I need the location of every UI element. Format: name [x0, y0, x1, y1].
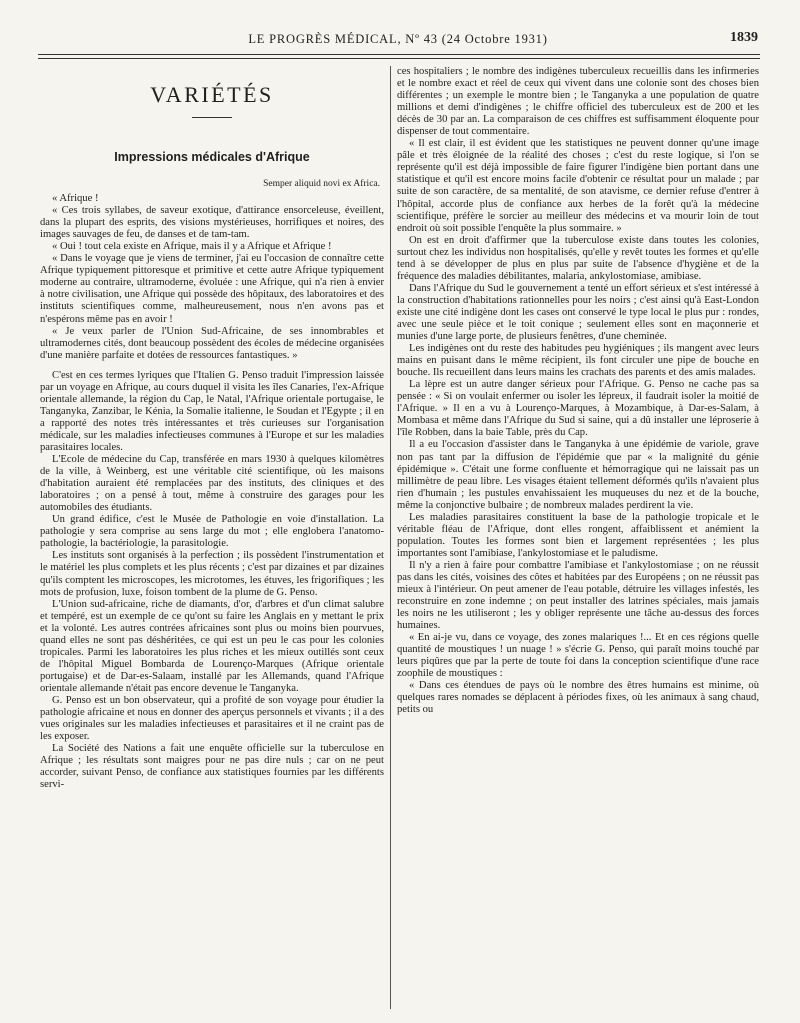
paragraph: « Afrique ! [52, 193, 99, 205]
column-divider [390, 66, 391, 1009]
header-rule-top [38, 54, 760, 55]
paragraph: Il n'y a rien à faire pour combattre l'amibiase et l'ankylostomiase ; on ne réussit pas dans les cités, voisines des côtes et habitées par des Européens ; on ne réussit pas mieux à l'intérieur. On peut amener de l'eau potable, détruire les villages infestés, les reconstruire en zone indemne ; on peut installer des latrines spéciales, mais jamais les noirs ne les utiliseront ; les y obliger représente une tâche au-dessus des forces humaines. [397, 559, 759, 632]
paragraph: On est en droit d'affirmer que la tuberculose existe dans toutes les colonies, surtout chez les individus non hospitalisés, qu'elle y revêt toutes les formes et qu'elle tend à se développer de plus en plus par suite de l'absence d'hygiène et de la fréquence des maladies débilitantes, malaria, ankylostomiase, amibiase. [397, 234, 759, 282]
paragraph: G. Penso est un bon observateur, qui a profité de son voyage pour étudier la pathologie africaine et nous en donner des aperçus personnels et vivants ; il a des vues originales sur les maladies infectieuses et parasitaires et il ne craint pas de les exposer. [40, 694, 384, 743]
running-title: LE PROGRÈS MÉDICAL, Nº 43 (24 Octobre 1931) [248, 32, 548, 46]
paragraph: Un grand édifice, c'est le Musée de Pathologie en voie d'installation. La pathologie y sera comprise au sens large du mot ; elle englobera l'anatomo-pathologie, la bactériologie, la parasitologie. [40, 514, 384, 550]
running-head [38, 32, 758, 52]
header-rule-bottom [38, 58, 760, 59]
left-column [40, 66, 384, 1015]
paragraph: Il a eu l'occasion d'assister dans le Tanganyka à une épidémie de variole, grave non pas tant par la diffusion de l'épidémie que par « la malignité du génie épidémique ». C'était une forme confluente et hémorragique qui ne laissait pas un millimètre de peau libre. Les visages étaient tellement déformés qu'ils n'avaient plus rien d'humain ; les pustules envahissaient les muqueuses du nez et de la bouche, même la conjonctive bulbaire ; de nombreux malades perdirent la vie. [397, 439, 759, 511]
paragraph: « Je veux parler de l'Union Sud-Africaine, de ses innombrables et ultramodernes cités, dont beaucoup possèdent des écoles de médecine organisées d'une manière parfaite et dotées de ressources fantastiques. » [40, 325, 384, 361]
paragraph: L'Ecole de médecine du Cap, transférée en mars 1930 à quelques kilomètres de la ville, à Weinberg, est une véritable cité scientifique, où les maisons d'habitation auraient été remplacées par des instituts, des cliniques et des laboratoires ; on a pensé à tout, même à construire des garages pour les automobiles des étudiants. [40, 454, 384, 514]
article-title: Impressions médicales d'Afrique [114, 150, 310, 164]
paragraph: « Dans le voyage que je viens de terminer, j'ai eu l'occasion de connaître cette Afrique typiquement pittoresque et primitive et cette autre Afrique typiquement moderne au contraire, ultramoderne, évoluée : une Afrique, qui n'a rien à envier à notre civilisation, une Afrique qui possède des hôpitaux, des laboratoires et des instituts scientifiques comme, malheureusement, nous n'en avons pas et n'espérons même pas en avoir ! [40, 253, 384, 325]
paragraph: Les indigènes ont du reste des habitudes peu hygiéniques ; ils mangent avec leurs mains en puisant dans le même récipient, ils font circuler une pipe de bouche en bouche. Ils recueillent dans leurs mains les crachats des parents et des amis malades. [397, 343, 759, 379]
section-title: VARIÉTÉS [150, 82, 274, 107]
paragraph: La Société des Nations a fait une enquête officielle sur la tuberculose en Afrique ; les résultats sont maigres pour ne pas dire nuls ; car on ne peut accorder, suivant Penso, de confiance aux statistiques fournies par les différents servi- [40, 743, 384, 791]
paragraph: « Dans ces étendues de pays où le nombre des êtres humains est minime, où quelques rares nomades se déplacent à périodes fixes, où les animaux à sang chaud, petits ou [397, 680, 759, 716]
paragraph: « Oui ! tout cela existe en Afrique, mais il y a Afrique et Afrique ! [52, 241, 332, 253]
paragraph: « Il est clair, il est évident que les statistiques ne peuvent donner qu'une image pâle et très éloignée de la réalité des choses ; c'est du reste logique, si l'on se représente qu'il est déjà impossible de faire figurer l'indigène bien portant dans une statistique et qu'il est encore moins facile d'obtenir ce résultat pour un malade ; par suite de son caractère, de sa mentalité, de son atavisme, ce dernier refuse d'entrer à l'hôpital, accorde plus de confiance aux herbes de la forêt qu'à la médecine scientifique, préfère le sorcier au meilleur des médecins et va mourir loin de tout endroit où soit possible l'enquête la plus sommaire. » [397, 138, 759, 234]
paragraph: La lèpre est un autre danger sérieux pour l'Afrique. G. Penso ne cache pas sa pensée : « Si on voulait enfermer ou isoler les lépreux, il faudrait isoler la moitié de l'Afrique. » Il en a vu à Lourenço-Marques, à Mozambique, à Dar-es-Salam, à Mombasa et même dans l'Afrique du Sud si saine, qui a dû installer une léproserie à l'île Robben, dans la baie Table, près du Cap. [397, 379, 759, 439]
paragraph: Dans l'Afrique du Sud le gouvernement a tenté un effort sérieux et s'est intéressé à la construction d'habitations rationnelles pour les noirs ; c'est ainsi qu'à East-London existe une cité indigène dont les cases ont conservé le type local le plus pur : rondes, avec une seule pièce et le toit conique ; seulement elles sont en maçonnerie et munies d'une large porte, de plusieurs fenêtres, d'une cheminée. [397, 282, 759, 343]
section-title-rule [192, 117, 232, 118]
right-column [397, 66, 759, 1015]
paragraph: « En ai-je vu, dans ce voyage, des zones malariques !... Et en ces régions quelle quantité de moustiques ! un nuage ! » s'écrie G. Penso, qui paraît moins touché par leurs piqûres que par la perte de toute foi dans la conception scientifique d'une race zoophile de moustiques : [397, 632, 759, 680]
paragraph: L'Union sud-africaine, riche de diamants, d'or, d'arbres et d'un climat salubre et tempéré, est un exemple de ce qu'ont su faire les Anglais en y mettant le prix et la volonté. Les autres contrées africaines sont plus ou moins bien pourvues, quand elles ne sont pas déshéritées, ce qui est un peu le cas pour les colonies tropicales. Parmi les laboratoires les plus riches et les mieux outillés sont ceux de l'hôpital Miguel Bombarda de Lourenço-Marques (Afrique orientale portugaise) et de Dar-es-Salaam, installé par les Allemands, quand l'Afrique orientale allemande n'était pas encore devenue le Tanganyka. [40, 598, 384, 694]
page-number: 1839 [730, 30, 758, 45]
paragraph: C'est en ces termes lyriques que l'Italien G. Penso traduit l'impression laissée par un voyage en Afrique, au cours duquel il visita les îles Canaries, l'ex-Afrique orientale allemande, la région du Cap, le Natal, l'Afrique orientale portugaise, le Tanganyka, Zanzibar, le Kénia, la Somalie italienne, le Soudan et l'Egypte ; il en a rapporté des notes très intéressantes et très curieuses sur l'organisation médicale, sur les maladies infectieuses communes à l'Europe et sur les maladies parasitaires locales. [40, 369, 384, 453]
paragraph: Les maladies parasitaires constituent la base de la pathologie tropicale et le véritable fléau de l'Afrique, dont elles rongent, affaiblissent et anémient la population. Toutes les formes sont bien et largement représentées ; les plus importantes sont l'amibiase, l'ankylostomiase et le paludisme. [397, 511, 759, 559]
epigraph: Semper aliquid novi ex Africa. [263, 179, 380, 189]
paragraph: ces hospitaliers ; le nombre des indigènes tuberculeux recueillis dans les infirmeries et le nombre exact et réel de ceux qui vivent dans une colonie sont des choses bien différentes ; un exemple le montre bien ; le Tanganyka a une population de quatre millions et demi d'indigènes ; le chiffre officiel des tuberculeux est de 200 et les décès de 30 par an. La comparaison de ces chiffres est suffisamment éloquente pour dispenser de tout commentaire. [397, 66, 759, 138]
paragraph: Les instituts sont organisés à la perfection ; ils possèdent l'instrumentation et le matériel les plus complets et les plus récents ; c'est par dizaines et par dizaines qu'ils comptent les microscopes, les microtomes, les étuves, les frigorifiques ; les mots de profusion, luxe, foison tombent de la plume de G. Penso. [40, 550, 384, 598]
paragraph: « Ces trois syllabes, de saveur exotique, d'attirance ensorceleuse, éveillent, dans la plupart des esprits, des visions mystérieuses, horrifiques et noires, des images sauvages de feu, de danses et de tam-tam. [40, 205, 384, 241]
